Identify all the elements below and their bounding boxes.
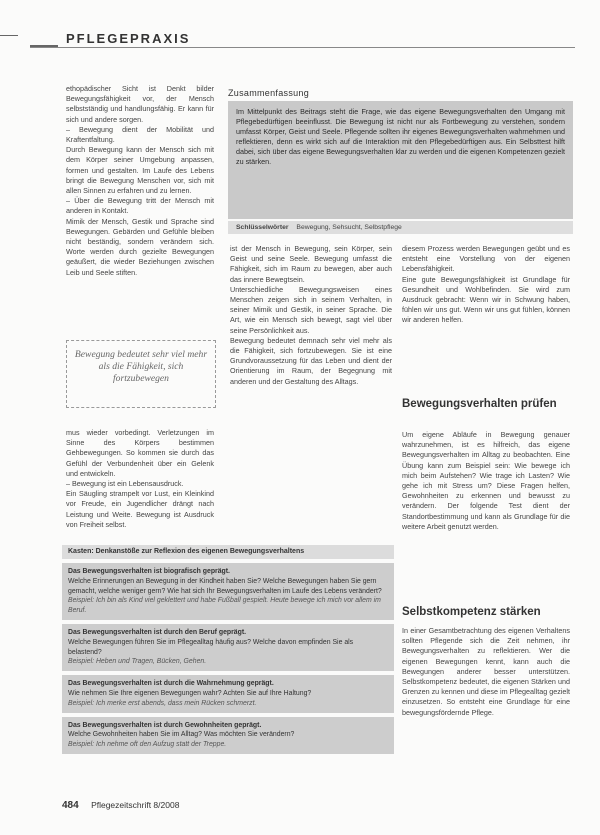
subheading-pruefen: Bewegungsverhalten prüfen <box>402 398 557 410</box>
column-right-bottom <box>402 626 570 718</box>
subheading-selbstkompetenz: Selbstkompetenz stärken <box>402 606 541 618</box>
header-rule <box>30 30 58 47</box>
paragraph: Mimik der Mensch, Gestik und Sprache sind Bewegungen. Gebärden und Gefühle bleiben nicht beständig, sondern verändern sich. Worte werden durch gezielte Bewegungen geäußert, die wieder Beziehungen zwischen Leib und Seele stiften. <box>66 216 214 277</box>
box-question: Das Bewegungsverhalten ist durch die Wahrnehmung geprägt. <box>68 680 274 688</box>
page-number: 484 <box>62 800 79 811</box>
paragraph: mus wieder vorbedingt. Verletzungen im Sinne des Körpers bestimmen Gehbewegungen. So kommen sie durch das Gefühl der Verbundenheit über ein Gelenk und entwickeln. <box>66 428 214 478</box>
box-item <box>62 675 394 712</box>
box-text: Welche Bewegungen führen Sie im Pflegealltag häufig aus? Welche davon empfinden Sie als belastend? <box>68 638 354 656</box>
box-question: Das Bewegungsverhalten ist biografisch geprägt. <box>68 568 230 575</box>
box-question: Das Bewegungsverhalten ist durch Gewohnheiten geprägt. <box>68 721 262 729</box>
box-item <box>62 563 394 620</box>
box-note: Beispiel: Ich merke erst abends, dass mein Rücken schmerzt. <box>68 699 257 707</box>
paragraph: In einer Gesamtbetrachtung des eigenen Verhaltens sollten Pflegende sich die Zeit nehmen, ihr Bewegungsverhalten zu reflektieren. Wer die eigenen Bewegungen kennt, kann auch die Bewegungen anderer besser unterstützen. Selbstkompetenz bedeutet, die eigenen Stärken und Grenzen zu kennen und diese im Pflegealltag gezielt einzusetzen. So entsteht eine Grundlage für eine bewegungsfördernde Pflege. <box>402 626 570 717</box>
box-note: Beispiel: Ich bin als Kind viel geklettert und habe Fußball gespielt. Heute bewege ich mich vor allem im Beruf. <box>68 597 381 615</box>
paragraph: Unterschiedliche Bewegungsweisen eines Menschen zeigen sich in seinem Verhalten, in seiner Mimik und Gestik, in seiner Sprache. Die Art, wie ein Mensch sich bewegt, sagt viel über seine Persönlichkeit aus. <box>230 284 392 335</box>
paragraph: – Über die Bewegung tritt der Mensch mit anderen in Kontakt. <box>66 196 214 216</box>
paragraph: Eine gute Bewegungsfähigkeit ist Grundlage für Gesundheit und Wohlbefinden. Sie wird zum Ausdruck gebracht: Wenn wir in Schwung haben, fühlen wir uns gut. Wenn wir uns gut fühlen, können wir anderen helfen. <box>402 274 570 325</box>
keywords-row <box>228 221 573 234</box>
column-right-top <box>402 244 570 326</box>
paragraph: ethopädischer Sicht ist Denkt bilder Bewegungsfähigkeit vor, der Mensch selbstständig und handlungsfähig. Er kann für sich und andere sorgen. <box>66 84 214 124</box>
box-item <box>62 717 394 754</box>
summary-body: Im Mittelpunkt des Beitrags steht die Frage, wie das eigene Bewegungsverhalten den Umgang mit Pflegebedürftigen beeinflusst. Die Bewegung ist nicht nur als Fortbewegung zu verstehen, sondern umfasst Körper, Geist und Seele. Pflegende sollten ihr eigenes Bewegungsverhalten wahrnehmen und reflektieren, denn es wirkt sich auf die Interaktion mit den Pflegebedürftigen aus. Ein Selbsttest hilft dabei, sich über das eigene Bewegungsverhalten klar zu werden und die eigenen Kompetenzen gezielt zu stärken. <box>228 101 573 219</box>
journal-name: Pflegezeitschrift 8/2008 <box>91 800 180 810</box>
keywords: Bewegung, Sehsucht, Selbstpflege <box>296 224 402 231</box>
reflection-box <box>62 545 394 830</box>
page-footer <box>62 800 362 811</box>
keywords-label: Schlüsselwörter <box>236 224 289 231</box>
column-left-top <box>66 84 214 278</box>
box-heading: Kasten: Denkanstöße zur Reflexion des eigenen Bewegungsverhaltens <box>62 545 394 559</box>
paragraph: Ein Säugling strampelt vor Lust, ein Kleinkind vor Freude, ein Jugendlicher drängt nach Leistung und Weite. Bewegung ist Ausdruck von Freiheit selbst. <box>66 489 214 529</box>
box-text: Welche Erinnerungen an Bewegung in der Kindheit haben Sie? Welche Bewegungen haben Sie gern gemacht, welche weniger gern? Wie hat sich Ihr Bewegungsverhalten im Laufe des Lebens verändert? <box>68 577 382 595</box>
paragraph: Bewegung bedeutet demnach sehr viel mehr als die Fähigkeit, sich fortzubewegen. Sie ist eine Grundvoraussetzung für das Leben und dient der Orientierung im Raum, der Begegnung mit anderen und der Gestaltung des Alltags. <box>230 335 392 386</box>
paragraph: ist der Mensch in Bewegung, sein Körper, sein Geist und seine Seele. Bewegung umfasst die Fähigkeit, sich im Raum zu bewegen, aber auch das innere Bewegtsein. <box>230 244 392 284</box>
column-middle <box>230 244 392 387</box>
box-text: Welche Gewohnheiten haben Sie im Alltag? Was möchten Sie verändern? <box>68 731 295 739</box>
box-note: Beispiel: Heben und Tragen, Bücken, Gehen. <box>68 658 207 666</box>
paragraph: – Bewegung ist ein Lebensausdruck. <box>66 479 184 489</box>
box-note: Beispiel: Ich nehme oft den Aufzug statt der Treppe. <box>68 741 227 749</box>
page-header <box>30 30 575 48</box>
box-text: Wie nehmen Sie Ihre eigenen Bewegungen wahr? Achten Sie auf Ihre Haltung? <box>68 689 312 697</box>
column-left-bottom <box>66 428 214 530</box>
box-question: Das Bewegungsverhalten ist durch den Beruf geprägt. <box>68 628 247 636</box>
crop-mark <box>0 35 18 36</box>
paragraph: Durch Bewegung kann der Mensch sich mit dem Körper seiner Umgebung anpassen, formen und gestalten. Im Laufe des Lebens bringt die Bewegung Menschen vor, sich mit allen Sinnen zu erfahren und zu lernen. <box>66 145 214 196</box>
paragraph: Um eigene Abläufe in Bewegung genauer wahrzunehmen, ist es hilfreich, das eigene Bewegungsverhalten im Alltag zu beobachten. Eine Übung kann zum Beispiel sein: Wie bewege ich mich beim Aufstehen? Wie trage ich Lasten? Wie gehe ich mit Stress um? Diese Fragen helfen, Gewohnheiten zu erkennen und bewusst zu verändern. Der folgende Test dient der Standortbestimmung und kann als Grundlage für die weitere Arbeit genutzt werden. <box>402 430 570 531</box>
pull-quote: Bewegung bedeutet sehr viel mehr als die Fähigkeit, sich fortzubewegen <box>66 340 216 408</box>
column-right-middle <box>402 430 570 532</box>
paragraph: – Bewegung dient der Mobilität und Kraftentfaltung. <box>66 124 214 145</box>
paragraph: diesem Prozess werden Bewegungen geübt und es entsteht eine Vorstellung von der eigenen Lebensfähigkeit. <box>402 244 570 274</box>
summary-box <box>228 88 573 236</box>
section-title: PFLEGEPRAXIS <box>66 31 191 46</box>
box-item <box>62 624 394 671</box>
summary-heading: Zusammenfassung <box>228 88 310 98</box>
